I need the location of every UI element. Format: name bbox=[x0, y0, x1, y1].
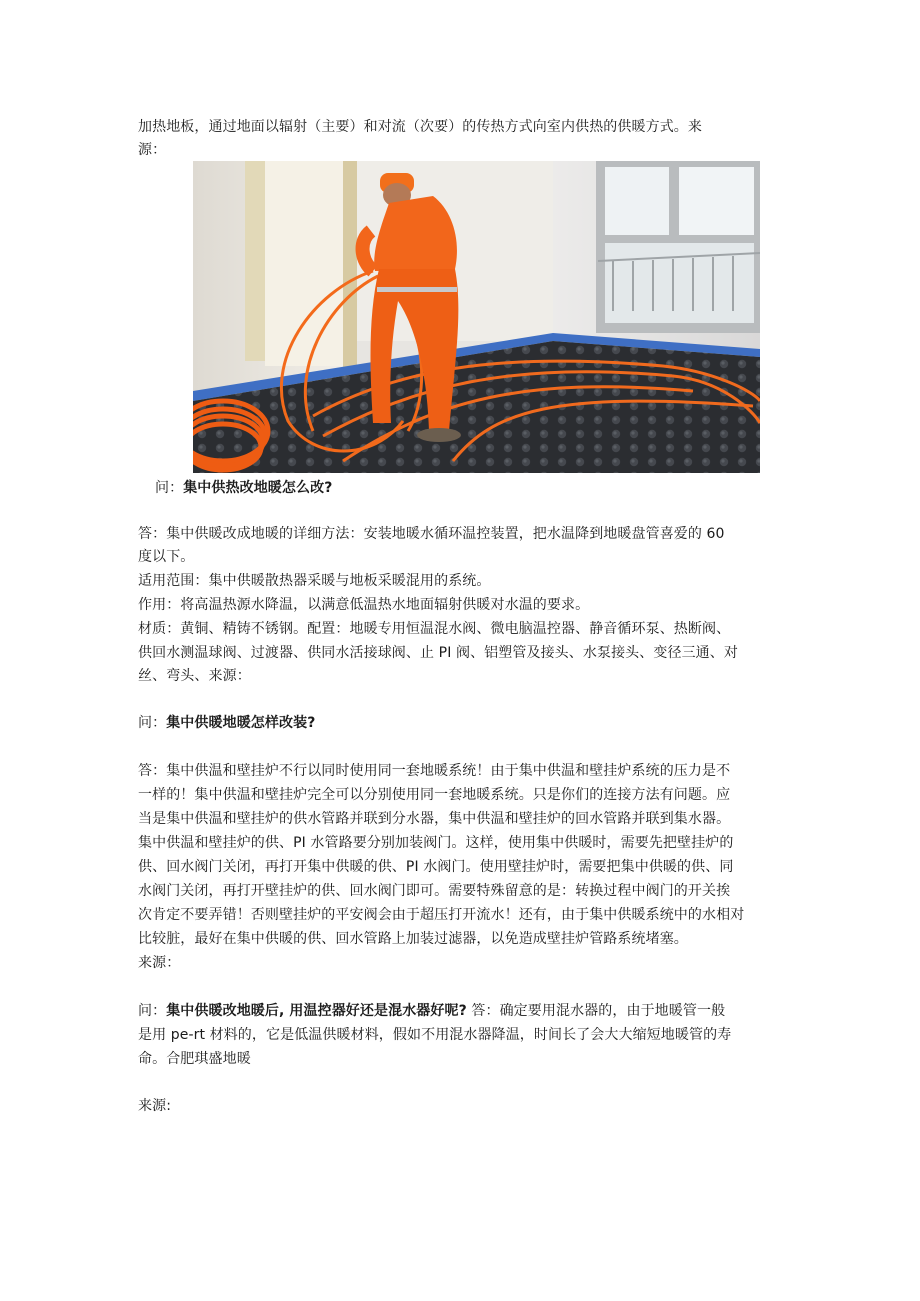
question-2-text: 集中供暖地暖怎样改装? bbox=[166, 715, 316, 731]
question-1-text: 集中供热改地暖怎么改? bbox=[183, 480, 333, 496]
answer-2-line-8: 比较脏，最好在集中供暖的供、回水管路上加装过滤器，以免造成壁挂炉管路系统堵塞。 bbox=[138, 931, 688, 947]
question-2 bbox=[138, 712, 315, 734]
answer-2-line-5: 供、回水阀门关闭，再打开集中供暖的供、PI 水阀门。使用壁挂炉时，需要把集中供暖的供、同 bbox=[138, 859, 734, 875]
answer-1-line-2: 度以下。 bbox=[138, 549, 195, 565]
answer-3-line-2: 命。合肥琪盛地暖 bbox=[138, 1051, 251, 1067]
question-3-prefix: 问： bbox=[138, 1003, 167, 1019]
question-3 bbox=[138, 1000, 725, 1022]
answer-1-line-3: 适用范围：集中供暖散热器采暖与地板采暖混用的系统。 bbox=[138, 573, 491, 589]
answer-1-line-5: 材质：黄铜、精铸不锈钢。配置：地暖专用恒温混水阀、微电脑温控器、静音循环泵、热断阀、 bbox=[138, 621, 731, 637]
answer-1-line-4: 作用：将高温热源水降温，以满意低温热水地面辐射供暖对水温的要求。 bbox=[138, 597, 590, 613]
answer-2-line-2: 一样的！集中供温和壁挂炉完全可以分别使用同一套地暖系统。只是你们的连接方法有问题。应 bbox=[138, 787, 731, 803]
answer-3-line-1: 是用 pe-rt 材料的，它是低温供暖材料，假如不用混水器降温，时间长了会大大缩短地暖管的寿 bbox=[138, 1027, 732, 1043]
answer-1-line-7: 丝、弯头、来源： bbox=[138, 668, 251, 684]
answer-1-line-1: 答：集中供暖改成地暖的详细方法：安装地暖水循环温控装置，把水温降到地暖盘管喜爱的 60 bbox=[138, 526, 725, 542]
answer-2-line-7: 次肯定不要弄错！否则壁挂炉的平安阀会由于超压打开流水！还有，由于集中供暖系统中的水相对 bbox=[138, 907, 745, 923]
question-1-prefix: 问： bbox=[155, 480, 184, 496]
answer-2-line-4: 集中供温和壁挂炉的供、PI 水管路要分别加装阀门。这样，使用集中供暖时，需要先把壁挂炉的 bbox=[138, 835, 734, 851]
question-2-prefix: 问： bbox=[138, 715, 167, 731]
floor-heating-installation-photo bbox=[193, 161, 760, 473]
final-source: 来源: bbox=[138, 1098, 172, 1114]
answer-2-line-9: 来源： bbox=[138, 955, 181, 971]
intro-line-1: 加热地板，通过地面以辐射（主要）和对流（次要）的传热方式向室内供热的供暖方式。来 bbox=[138, 119, 702, 135]
question-3-text: 集中供暖改地暖后, 用温控器好还是混水器好呢? bbox=[166, 1003, 467, 1019]
answer-2-line-3: 当是集中供温和壁挂炉的供水管路并联到分水器，集中供温和壁挂炉的回水管路并联到集水器。 bbox=[138, 811, 731, 827]
answer-3-start: 答：确定要用混水器的，由于地暖管一般 bbox=[466, 1003, 726, 1019]
answer-2-line-6: 水阀门关闭，再打开壁挂炉的供、回水阀门即可。需要特殊留意的是：转换过程中阀门的开关挨 bbox=[138, 883, 731, 899]
question-1 bbox=[155, 477, 332, 499]
answer-2-line-1: 答：集中供温和壁挂炉不行以同时使用同一套地暖系统！由于集中供温和壁挂炉系统的压力是不 bbox=[138, 763, 731, 779]
intro-line-2: 源： bbox=[138, 142, 167, 158]
answer-1-line-6: 供回水测温球阀、过渡器、供同水活接球阀、止 PI 阀、铝塑管及接头、水泵接头、变径三通、对 bbox=[138, 645, 738, 661]
